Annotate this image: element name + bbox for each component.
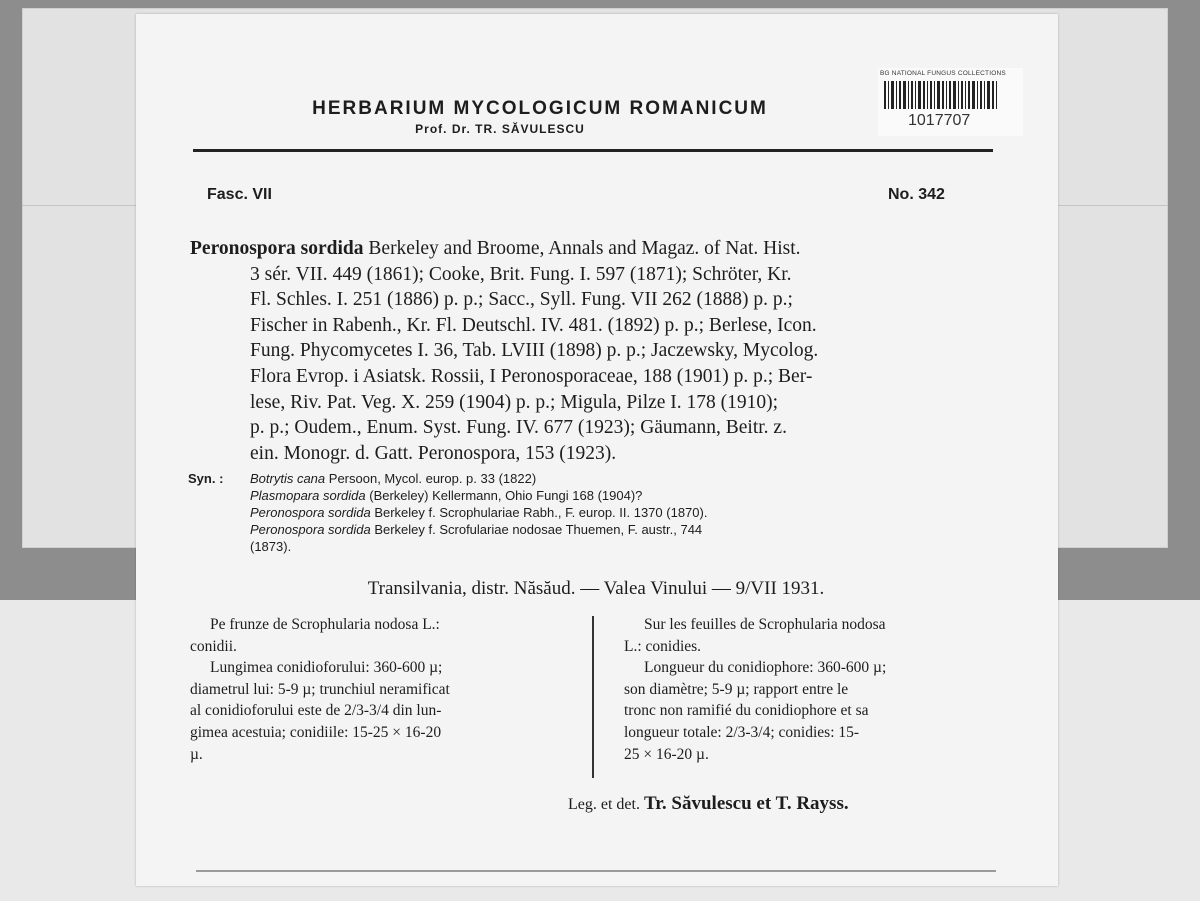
- species-name: Peronospora sordida: [190, 238, 364, 259]
- barcode-number: 1017707: [908, 112, 971, 129]
- collector-line: [568, 793, 849, 815]
- description-line: µ.: [190, 745, 203, 763]
- description-line: al conidioforului este de 2/3-3/4 din lun-: [190, 702, 442, 720]
- column-divider: [592, 616, 594, 778]
- barcode-icon: [884, 81, 1016, 109]
- synonym-entry: Peronospora sordida Berkeley f. Scrophulariae Rabh., F. europ. II. 1370 (1870).: [250, 505, 708, 520]
- header-divider: [193, 149, 993, 152]
- collector-prefix: Leg. et det.: [568, 796, 640, 813]
- description-line: son diamètre; 5-9 µ; rapport entre le: [624, 680, 849, 698]
- description-line: conidii.: [190, 637, 237, 655]
- description-line: Pe frunze de Scrophularia nodosa L.:: [210, 616, 440, 633]
- description-romanian: [190, 614, 550, 765]
- citation-line: Fung. Phycomycetes I. 36, Tab. LVIII (1898) p. p.; Jaczewsky, Mycolog.: [250, 340, 819, 362]
- synonym-entry: Plasmopara sordida (Berkeley) Kellermann, Ohio Fungi 168 (1904)?: [250, 488, 643, 503]
- synonym-entry: Botrytis cana Persoon, Mycol. europ. p. 33 (1822): [250, 471, 537, 486]
- description-line: gimea acestuia; conidiile: 15-25 × 16-20: [190, 723, 442, 741]
- description-line: 25 × 16-20 µ.: [624, 745, 709, 763]
- herbarium-title: HERBARIUM MYCOLOGICUM ROMANICUM: [312, 98, 768, 119]
- citation-line: ein. Monogr. d. Gatt. Peronospora, 153 (1923).: [250, 442, 617, 464]
- fascicle-number: Fasc. VII: [207, 186, 272, 203]
- species-citation: [190, 236, 1002, 466]
- description-line: diametrul lui: 5-9 µ; trunchiul neramificat: [190, 680, 450, 698]
- synonym-entry: Peronospora sordida Berkeley f. Scrofulariae nodosae Thuemen, F. austr., 744: [250, 522, 703, 537]
- citation-line: Flora Evrop. i Asiatsk. Rossii, I Peronosporaceae, 188 (1901) p. p.; Ber-: [250, 365, 813, 387]
- barcode-label: [878, 68, 1023, 136]
- citation-line: lese, Riv. Pat. Veg. X. 259 (1904) p. p.; Migula, Pilze I. 178 (1910);: [250, 391, 779, 413]
- collector-names: Tr. Săvulescu et T. Rayss.: [643, 793, 849, 814]
- description-french: [624, 614, 1002, 765]
- description-line: L.: conidies.: [624, 637, 702, 655]
- description-line: Sur les feuilles de Scrophularia nodosa: [644, 616, 886, 633]
- collection-locality: Transilvania, distr. Năsăud. — Valea Vinului — 9/VII 1931.: [367, 578, 825, 599]
- citation-line: Peronospora sordida Berkeley and Broome, Annals and Magaz. of Nat. Hist.: [190, 238, 801, 259]
- citation-line: Fischer in Rabenh., Kr. Fl. Deutschl. IV. 481. (1892) p. p.; Berlese, Icon.: [250, 314, 817, 336]
- description-line: Longueur du conidiophore: 360-600 µ;: [644, 659, 887, 677]
- citation-line: p. p.; Oudem., Enum. Syst. Fung. IV. 677 (1923); Gäumann, Beitr. z.: [250, 417, 787, 439]
- description-line: longueur totale: 2/3-3/4; conidies: 15-: [624, 723, 860, 741]
- barcode-caption: BG NATIONAL FUNGUS COLLECTIONS: [880, 70, 1006, 77]
- synonym-entry: (1873).: [250, 539, 292, 554]
- description-line: tronc non ramifié du conidiophore et sa: [624, 702, 869, 720]
- description-line: Lungimea conidioforului: 360-600 µ;: [210, 659, 443, 677]
- herbarium-subtitle: Prof. Dr. TR. SĂVULESCU: [415, 122, 585, 136]
- bottom-divider: [196, 870, 996, 872]
- citation-line: 3 sér. VII. 449 (1861); Cooke, Brit. Fung. I. 597 (1871); Schröter, Kr.: [250, 263, 792, 285]
- exsiccata-number: No. 342: [888, 186, 945, 203]
- synonyms-label: Syn. :: [188, 471, 224, 486]
- citation-line: Fl. Schles. I. 251 (1886) p. p.; Sacc., Syll. Fung. VII 262 (1888) p. p.;: [250, 289, 793, 311]
